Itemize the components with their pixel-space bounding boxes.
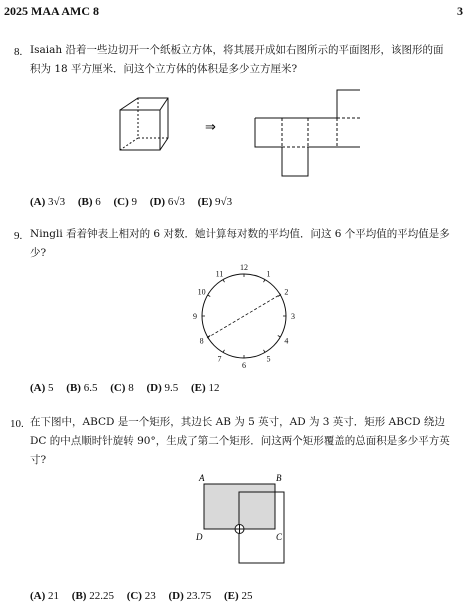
q8-choice-b: (B) 6 [77, 196, 101, 208]
clock-number-1: 1 [266, 269, 271, 279]
clock-number-11: 11 [215, 269, 224, 279]
clock-number-3: 3 [291, 312, 295, 321]
q10-choices [30, 590, 262, 602]
q10-line1: 在下图中，ABCD 是一个矩形，其边长 AB 为 5 英寸，AD 为 3 英寸．矩形 ABCD 绕边 [30, 416, 445, 428]
clock-tick [278, 336, 281, 338]
vertex-label-c: C [276, 532, 283, 542]
q8-number: 8. [14, 46, 23, 58]
clock-number-12: 12 [240, 263, 248, 272]
q8-text [30, 41, 470, 79]
q9-choice-b: (B) 6.5 [66, 382, 98, 394]
q8-choice-e: (E) 9√3 [197, 196, 233, 208]
clock-number-6: 6 [242, 361, 246, 370]
arrow-symbol: ⇒ [205, 119, 216, 134]
q8-choice-c: (C) 9 [113, 196, 138, 208]
clock-number-7: 7 [217, 354, 222, 364]
clock-tick [208, 295, 211, 297]
page-number: 3 [457, 4, 463, 18]
q9-line2: 少? [30, 247, 47, 259]
q9-choice-e: (E) 12 [191, 382, 220, 394]
cube-net [255, 90, 360, 176]
clock-figure [190, 262, 300, 372]
q8-figure [110, 88, 360, 183]
q8-choice-d: (D) 6√3 [149, 196, 185, 208]
q8-choice-a: (A) 3√3 [30, 196, 66, 208]
clock-tick [223, 350, 225, 353]
q10-number: 10. [10, 418, 24, 430]
clock-dashed-chord [207, 294, 281, 338]
q8-line2: 积为 18 平方厘米．问这个立方体的体积是多少立方厘米? [30, 63, 298, 75]
q10-choice-a: (A) 21 [30, 590, 60, 602]
q10-choice-d: (D) 23.75 [168, 590, 212, 602]
q9-text [30, 225, 470, 263]
rectangles-figure [190, 470, 295, 580]
vertex-label-a: A [199, 473, 205, 483]
clock-tick [223, 280, 225, 283]
clock-number-10: 10 [197, 287, 206, 297]
vertex-label-d: D [196, 532, 203, 542]
q8-line1: Isaiah 沿着一些边切开一个纸板立方体，将其展开成如右图所示的平面图形，该图形的面 [30, 44, 444, 56]
q10-line2: DC 的中点顺时针旋转 90°，生成了第二个矩形．问这两个矩形覆盖的总面积是多少平方英 [30, 435, 450, 447]
q9-choice-a: (A) 5 [30, 382, 54, 394]
q10-choice-c: (C) 23 [126, 590, 156, 602]
clock-tick [264, 280, 266, 283]
header-title: 2025 MAA AMC 8 [4, 4, 99, 18]
q9-choices [30, 382, 229, 394]
q10-choice-b: (B) 22.25 [71, 590, 114, 602]
clock-number-9: 9 [193, 312, 197, 321]
q9-line1: Ningli 看着钟表上相对的 6 对数．她计算每对数的平均值．问这 6 个平均值的平均值是多 [30, 228, 450, 240]
q8-choices [30, 196, 242, 208]
vertex-label-b: B [276, 473, 282, 483]
cube-figure [120, 98, 168, 150]
clock-number-8: 8 [199, 336, 204, 346]
clock-tick [264, 350, 266, 353]
clock-number-4: 4 [284, 336, 289, 346]
q10-text [30, 413, 470, 470]
q10-line3: 寸? [30, 454, 47, 466]
clock-number-5: 5 [266, 354, 271, 364]
q9-number: 9. [14, 230, 23, 242]
q9-choice-d: (D) 9.5 [146, 382, 179, 394]
q9-choice-c: (C) 8 [110, 382, 134, 394]
clock-number-2: 2 [284, 287, 289, 297]
q10-choice-e: (E) 25 [224, 590, 253, 602]
